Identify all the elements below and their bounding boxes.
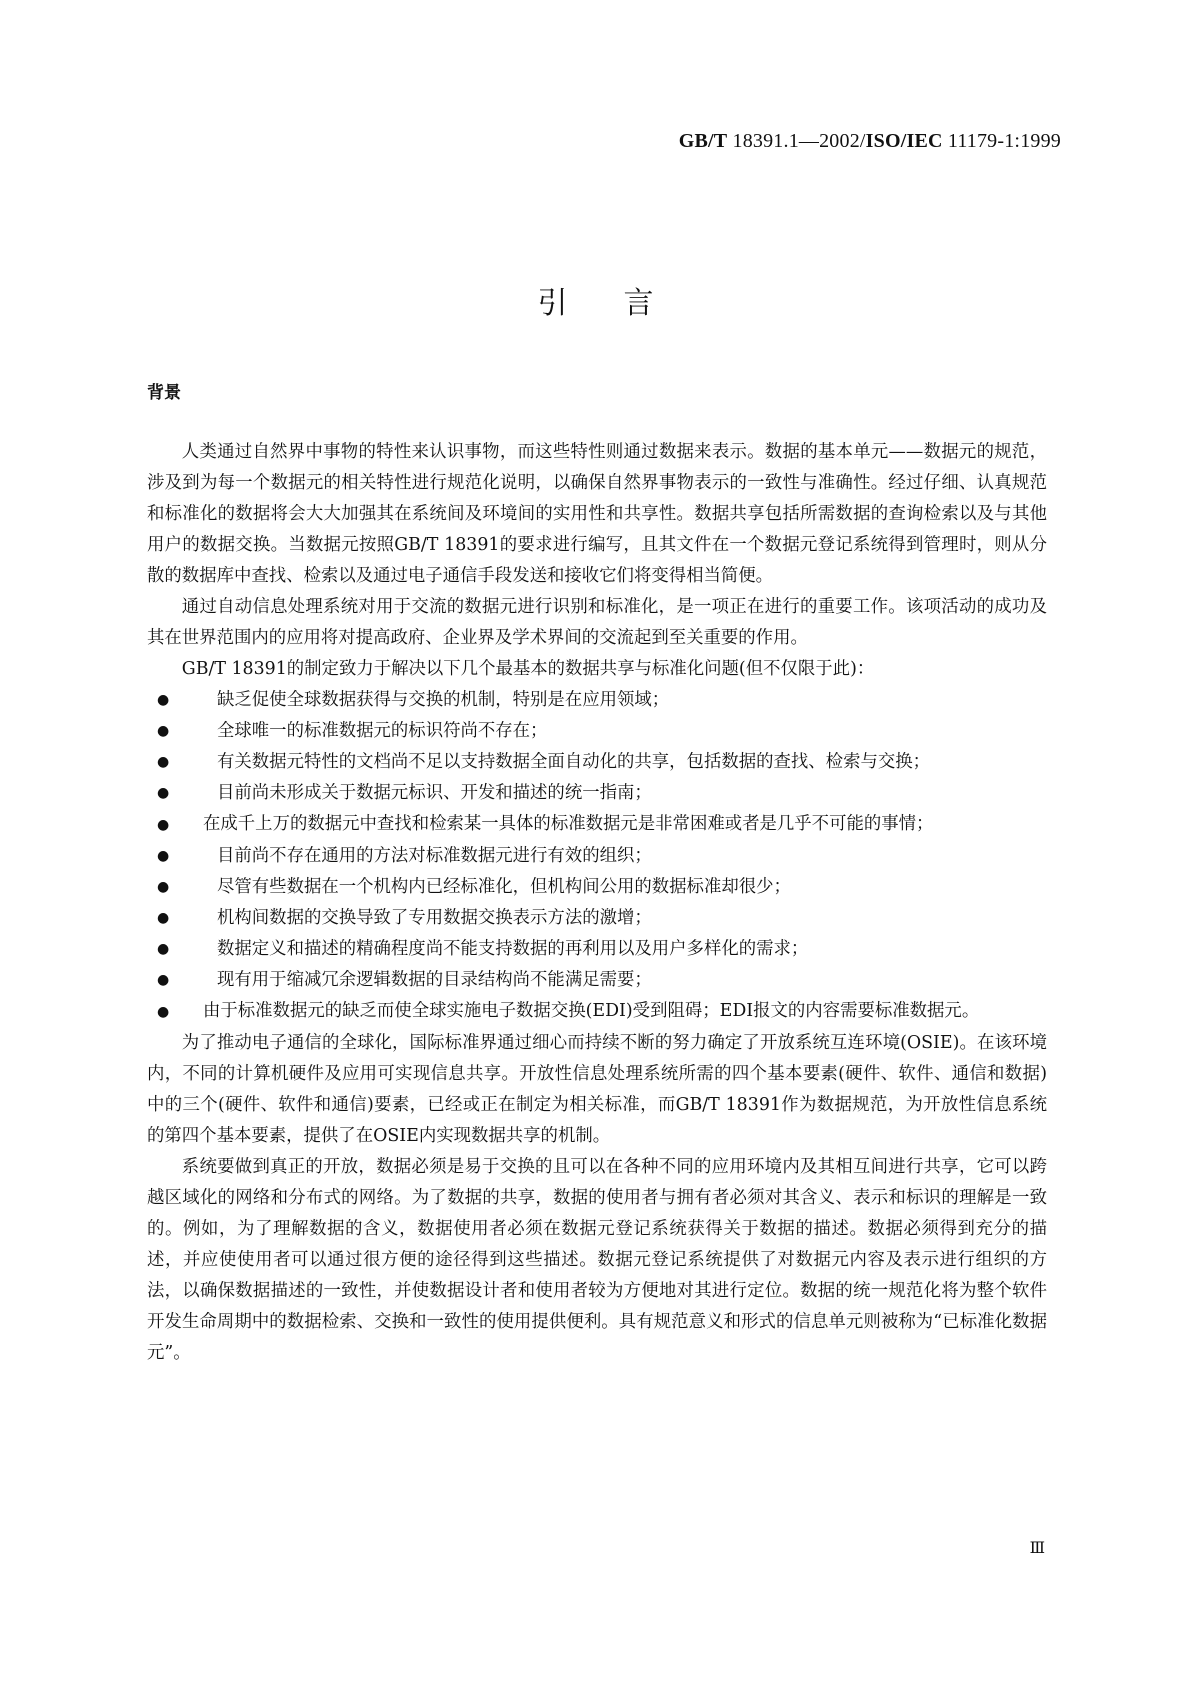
header-gb-number: 18391.1—2002/: [727, 130, 866, 152]
list-item: ● 机构间数据的交换导致了专用数据交换表示方法的激增；: [147, 903, 1047, 934]
header-iso: ISO/IEC: [865, 130, 943, 152]
paragraph: 通过自动信息处理系统对用于交流的数据元进行识别和标准化，是一项正在进行的重要工作。该项活动的成功及其在世界范围内的应用将对提高政府、企业界及学术界间的交流起到至关重要的作用。: [147, 597, 1047, 648]
list-item: ● 数据定义和描述的精确程度尚不能支持数据的再利用以及用户多样化的需求；: [147, 934, 1047, 965]
list-item: ● 现有用于缩减冗余逻辑数据的目录结构尚不能满足需要；: [147, 965, 1047, 996]
bullet-icon: ●: [157, 723, 170, 739]
bullet-icon: ●: [157, 754, 170, 770]
document-body: [147, 437, 1047, 1369]
list-item: ● 有关数据元特性的文档尚不足以支持数据全面自动化的共享，包括数据的查找、检索与交换；: [147, 747, 1047, 778]
list-item: ● 尽管有些数据在一个机构内已经标准化，但机构间公用的数据标准却很少；: [147, 872, 1047, 903]
page-title: 引言: [537, 286, 710, 321]
bullet-icon: ●: [157, 692, 170, 708]
bullet-icon: ●: [157, 817, 170, 833]
list-item: ● 由于标准数据元的缺乏而使全球实施电子数据交换(EDI)受到阻碍；EDI报文的内容需要标准数据元。: [147, 996, 1047, 1028]
list-item: ● 全球唯一的标准数据元的标识符尚不存在；: [147, 716, 1047, 747]
section-heading: 背景: [147, 383, 181, 403]
paragraph: GB/T 18391的制定致力于解决以下几个最基本的数据共享与标准化问题(但不仅限于此)：: [181, 659, 875, 679]
bullet-icon: ●: [157, 910, 170, 926]
bullet-icon: ●: [157, 972, 170, 988]
list-item: ● 目前尚不存在通用的方法对标准数据元进行有效的组织；: [147, 841, 1047, 872]
bullet-icon: ●: [157, 848, 170, 864]
paragraph: 系统要做到真正的开放，数据必须是易于交换的且可以在各种不同的应用环境内及其相互间进行共享，它可以跨越区域化的网络和分布式的网络。为了数据的共享，数据的使用者与拥有者必须对其含义、表示和标识的理解是一致的。例如，为了理解数据的含义，数据使用者必须在数据元登记系统获得关于数据的描述。数据必须得到充分的描述，并应使使用者可以通过很方便的途径得到这些描述。数据元登记系统提供了对数据元内容及表示进行组织的方法，以确保数据描述的一致性，并使数据设计者和使用者较为方便地对其进行定位。数据的统一规范化将为整个软件开发生命周期中的数据检索、交换和一致性的使用提供便利。具有规范意义和形式的信息单元则被称为“已标准化数据元”。: [147, 1157, 1047, 1363]
paragraph: 为了推动电子通信的全球化，国际标准界通过细心而持续不断的努力确定了开放系统互连环境(OSIE)。在该环境内，不同的计算机硬件及应用可实现信息共享。开放性信息处理系统所需的四个基本要素(硬件、软件、通信和数据)中的三个(硬件、软件和通信)要素，已经或正在制定为相关标准，而GB/T 18391作为数据规范，为开放性信息系统的第四个基本要素，提供了在OSIE内实现数据共享的机制。: [147, 1033, 1047, 1146]
header-iso-number: 11179-1:1999: [942, 130, 1061, 152]
list-item: ● 缺乏促使全球数据获得与交换的机制，特别是在应用领域；: [147, 685, 1047, 716]
bullet-icon: ●: [157, 879, 170, 895]
page-number: Ⅲ: [1029, 1538, 1045, 1557]
list-item: ● 目前尚未形成关于数据元标识、开发和描述的统一指南；: [147, 778, 1047, 809]
list-item: ● 在成千上万的数据元中查找和检索某一具体的标准数据元是非常困难或者是几乎不可能的事情；: [147, 809, 1047, 841]
bullet-icon: ●: [157, 1004, 170, 1020]
bullet-list: [147, 685, 1047, 1028]
bullet-icon: ●: [157, 941, 170, 957]
header-gb: GB/T: [678, 130, 728, 152]
paragraph: 人类通过自然界中事物的特性来认识事物，而这些特性则通过数据来表示。数据的基本单元——数据元的规范，涉及到为每一个数据元的相关特性进行规范化说明，以确保自然界事物表示的一致性与准确性。经过仔细、认真规范和标准化的数据将会大大加强其在系统间及环境间的实用性和共享性。数据共享包括所需数据的查询检索以及与其他用户的数据交换。当数据元按照GB/T 18391的要求进行编写，且其文件在一个数据元登记系统得到管理时，则从分散的数据库中查找、检索以及通过电子通信手段发送和接收它们将变得相当简便。: [147, 442, 1047, 586]
standard-header: [130, 130, 1061, 153]
bullet-icon: ●: [157, 785, 170, 801]
